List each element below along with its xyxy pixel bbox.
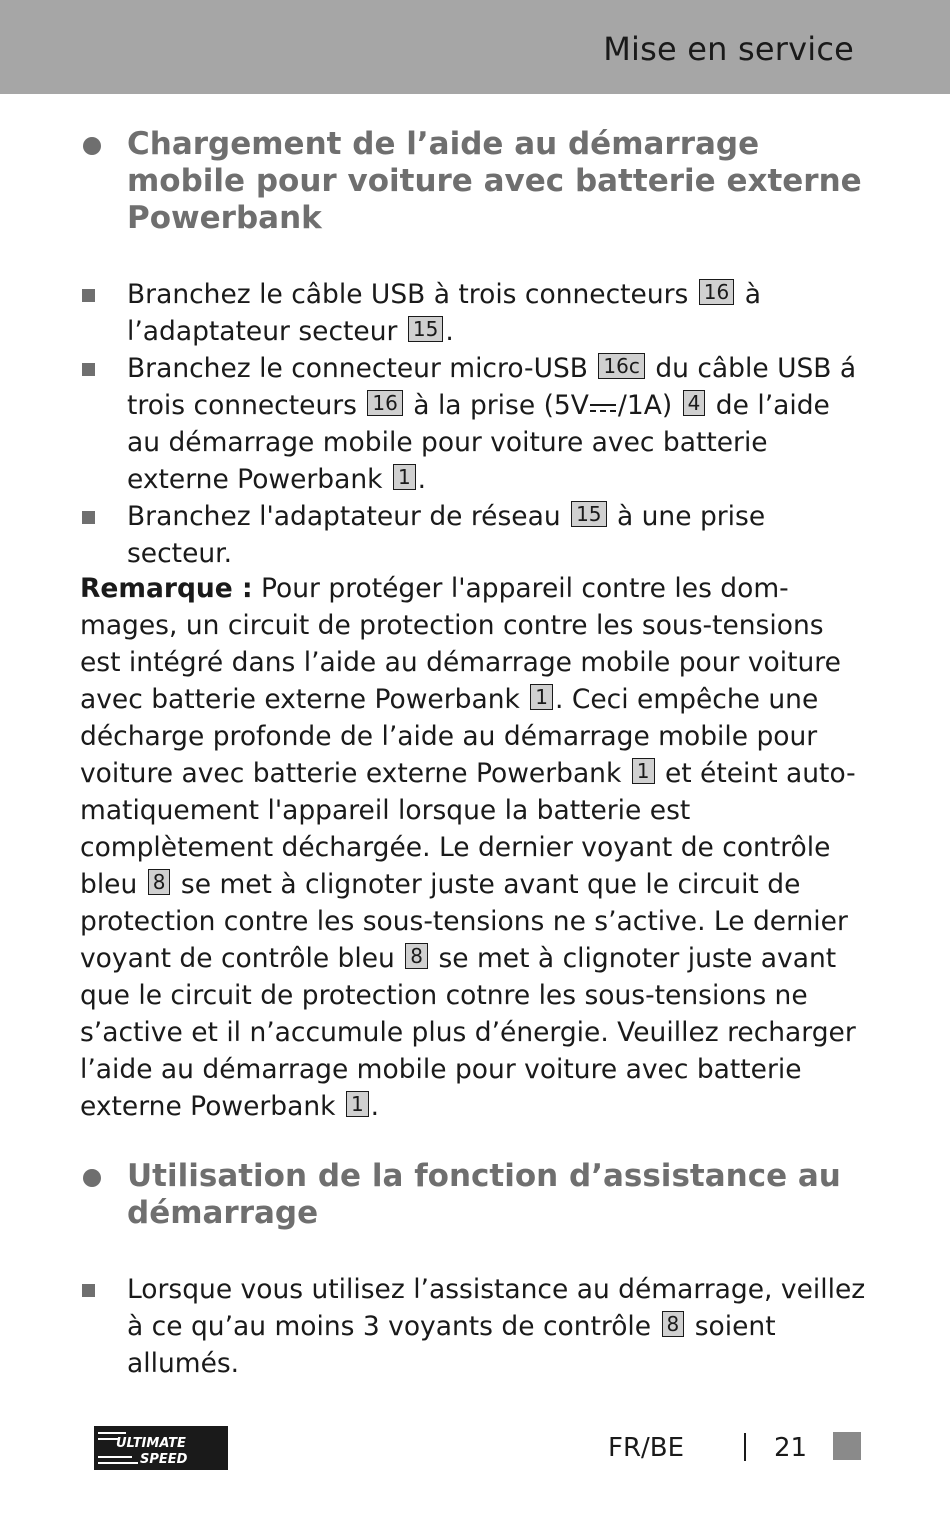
step-text: à l’adaptateur secteur [127, 279, 761, 347]
reference-number: 8 [405, 943, 428, 969]
step-item [80, 276, 870, 350]
reference-number: 1 [632, 758, 655, 784]
reference-number: 16c [598, 353, 644, 379]
step-item [80, 1271, 870, 1382]
section-heading-assist [80, 1158, 880, 1232]
remark-text: . Ceci empêche une décharge profonde de l’aide au démarrage mobile pour voiture avec batterie externe Powerbank [80, 684, 819, 789]
header-title: Mise en service [603, 30, 854, 68]
reference-number: 8 [148, 869, 171, 895]
remark-text: Pour protéger l'appareil contre les dom-mages, un circuit de protection contre les sous-tensions est intégré dans l’aide au démarrage mobile pour voiture avec batterie externe Powerbank [80, 573, 841, 715]
reference-number: 15 [408, 316, 443, 342]
reference-number: 16 [367, 390, 402, 416]
step-text: Branchez l'adaptateur de réseau [127, 501, 561, 532]
remark-paragraph [80, 570, 870, 1125]
step-item [80, 498, 870, 572]
footer-divider [744, 1433, 746, 1461]
remark-text: . [370, 1091, 380, 1122]
page-number: 21 [774, 1433, 808, 1463]
reference-number: 15 [571, 501, 606, 527]
direct-current-symbol-icon [590, 402, 616, 414]
square-bullet-icon [82, 289, 95, 302]
assist-steps [80, 1271, 870, 1382]
page-header [0, 0, 950, 94]
step-text: Branchez le connecteur micro-USB [127, 353, 588, 384]
reference-number: 4 [683, 390, 706, 416]
step-text: à la prise (5V [413, 390, 589, 421]
step-text: /1A) [617, 390, 673, 421]
step-text: de l’aide au démarrage mobile pour voiture avec batterie externe Powerbank [127, 390, 830, 495]
section-heading-charging [80, 126, 880, 237]
logo-text-speed: SPEED [140, 1452, 188, 1467]
logo-text-ultimate: ULTIMATE [116, 1436, 186, 1451]
ultimate-speed-logo [94, 1426, 228, 1470]
reference-number: 1 [346, 1091, 369, 1117]
step-item [80, 350, 870, 498]
bullet-dot-icon [83, 1169, 101, 1187]
remark-label: Remarque : [80, 573, 253, 604]
reference-number: 8 [662, 1311, 685, 1337]
step-text: . [417, 464, 427, 495]
footer-language: FR/BE [608, 1433, 685, 1463]
step-text: . [445, 316, 454, 347]
section-heading-text: Utilisation de la fonction d’assistance au démarrage [127, 1158, 841, 1231]
reference-number: 1 [393, 464, 416, 490]
step-text: Lorsque vous utilisez l’assistance au démarrage, veillez à ce qu’au moins 3 voyants de contrôle [127, 1274, 866, 1342]
remark-text: et éteint auto-matiquement l'appareil lorsque la batterie est complètement déchargée. Le dernier voyant de contrôle bleu [80, 758, 856, 900]
square-bullet-icon [82, 1284, 95, 1297]
section-heading-text: Chargement de l’aide au démarrage mobile pour voiture avec batterie externe Powerbank [127, 126, 862, 236]
charging-steps [80, 276, 870, 572]
footer-marker-square [833, 1432, 861, 1460]
square-bullet-icon [82, 363, 95, 376]
reference-number: 1 [530, 684, 553, 710]
reference-number: 16 [699, 279, 734, 305]
square-bullet-icon [82, 511, 95, 524]
step-text: Branchez le câble USB à trois connecteurs [127, 279, 689, 310]
step-text: du câble USB á trois connecteurs [127, 353, 857, 421]
step-text: soient allumés. [127, 1311, 776, 1379]
remark-text: se met à clignoter juste avant que le circuit de protection contre les sous-tensions ne s’active. Le dernier voyant de contrôle bleu [80, 869, 848, 974]
step-text: à une prise secteur. [127, 501, 766, 569]
remark-text: se met à clignoter juste avant que le circuit de protection cotnre les sous-tensions ne s’active et il n’accumule plus d’énergie. Veuillez recharger l’aide au démarrage mobile pour voiture avec batterie externe Powerbank [80, 943, 856, 1122]
bullet-dot-icon [83, 137, 101, 155]
